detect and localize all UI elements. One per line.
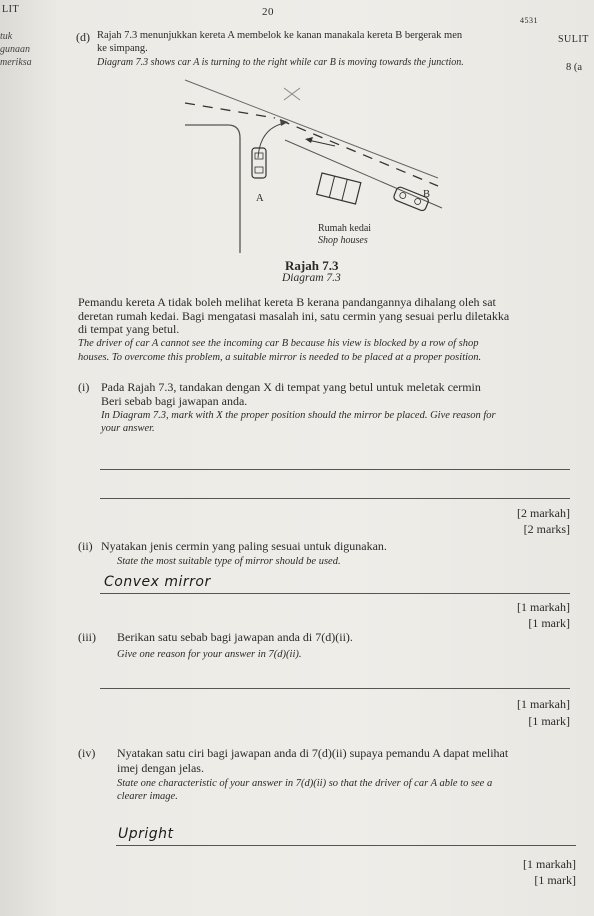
part-iv-number: (iv): [78, 746, 96, 760]
header-right-label: SULIT: [558, 34, 589, 45]
intro-malay-2: deretan rumah kedai. Bagi mengatasi masalah ini, satu cermin yang sesuai perlu diletakka: [78, 309, 510, 323]
part-ii-answer[interactable]: Convex mirror: [104, 574, 211, 590]
part-ii-answer-line: [100, 593, 570, 594]
part-ii-number: (ii): [78, 539, 93, 553]
part-ii-english-1: State the most suitable type of mirror should be used.: [117, 556, 341, 567]
part-iv-answer[interactable]: Upright: [118, 826, 174, 842]
part-iii-mark-english: [1 mark]: [528, 714, 570, 728]
part-i-english-2: your answer.: [101, 423, 155, 434]
question-number: (d): [76, 30, 90, 44]
header-left-code: LIT: [2, 4, 20, 15]
part-iii-english-1: Give one reason for your answer in 7(d)(ii).: [117, 649, 302, 660]
diagram-caption-english: Diagram 7.3: [282, 272, 341, 284]
car-b-label: B: [423, 189, 431, 200]
intro-malay-1: Pemandu kereta A tidak boleh melihat kereta B kerana pandangannya dihalang oleh sat: [78, 295, 496, 309]
question-english: Diagram 7.3 shows car A is turning to the right while car B is moving towards the junction.: [97, 57, 464, 68]
shop-houses-shape: [317, 173, 361, 204]
junction-diagram: [180, 78, 450, 263]
part-i-malay-2: Beri sebab bagi jawapan anda.: [101, 394, 248, 408]
part-iv-malay-1: Nyatakan satu ciri bagi jawapan anda di 7(d)(ii) supaya pemandu A dapat melihat: [117, 746, 509, 760]
question-malay-line2: ke simpang.: [97, 43, 148, 54]
part-ii-malay-1: Nyatakan jenis cermin yang paling sesuai untuk digunakan.: [101, 539, 387, 553]
part-i-answer-line-1: [100, 469, 570, 470]
part-i-number: (i): [78, 380, 90, 394]
margin-word-1: tuk: [0, 31, 13, 42]
car-a-label: A: [256, 193, 264, 204]
part-ii-mark-malay: [1 markah]: [517, 600, 570, 614]
shop-label-malay: Rumah kedai: [318, 223, 372, 234]
part-i-malay-1: Pada Rajah 7.3, tandakan dengan X di tempat yang betul untuk meletak cermin: [101, 380, 481, 394]
header-right-code: 4531: [520, 16, 538, 25]
part-iv-answer-line: [116, 845, 576, 846]
question-malay-line1: Rajah 7.3 menunjukkan kereta A membelok ke kanan manakala kereta B bergerak men: [97, 30, 463, 41]
part-iv-mark-english: [1 mark]: [534, 873, 576, 887]
shop-label-english: Shop houses: [318, 235, 368, 246]
part-i-answer-line-2: [100, 498, 570, 499]
part-iv-english-1: State one characteristic of your answer in 7(d)(ii) so that the driver of car A able to see a: [117, 778, 493, 789]
margin-right-fragment: 8 (a: [566, 62, 583, 73]
intro-english-1: The driver of car A cannot see the incoming car B because his view is blocked by a row of shop: [78, 338, 479, 349]
part-iii-malay-1: Berikan satu sebab bagi jawapan anda di 7(d)(ii).: [117, 630, 353, 644]
part-i-mark-english: [2 marks]: [523, 522, 570, 536]
intro-malay-3: di tempat yang betul.: [78, 322, 180, 336]
part-ii-mark-english: [1 mark]: [528, 616, 570, 630]
intro-english-2: houses. To overcome this problem, a suitable mirror is needed to be placed at a proper position.: [78, 352, 482, 363]
part-i-mark-malay: [2 markah]: [517, 506, 570, 520]
diagram-caption-malay: Rajah 7.3: [285, 258, 339, 273]
part-iv-english-2: clearer image.: [117, 791, 178, 802]
margin-word-3: meriksa: [0, 57, 32, 68]
part-iv-mark-malay: [1 markah]: [523, 857, 576, 871]
part-iii-mark-malay: [1 markah]: [517, 697, 570, 711]
margin-word-2: gunaan: [0, 44, 30, 55]
page-number: 20: [262, 6, 274, 18]
part-iv-malay-2: imej dengan jelas.: [117, 761, 204, 775]
part-iii-number: (iii): [78, 630, 96, 644]
part-iii-answer-line: [100, 688, 570, 689]
part-i-english-1: In Diagram 7.3, mark with X the proper position should the mirror be placed. Give reason for: [101, 410, 496, 421]
